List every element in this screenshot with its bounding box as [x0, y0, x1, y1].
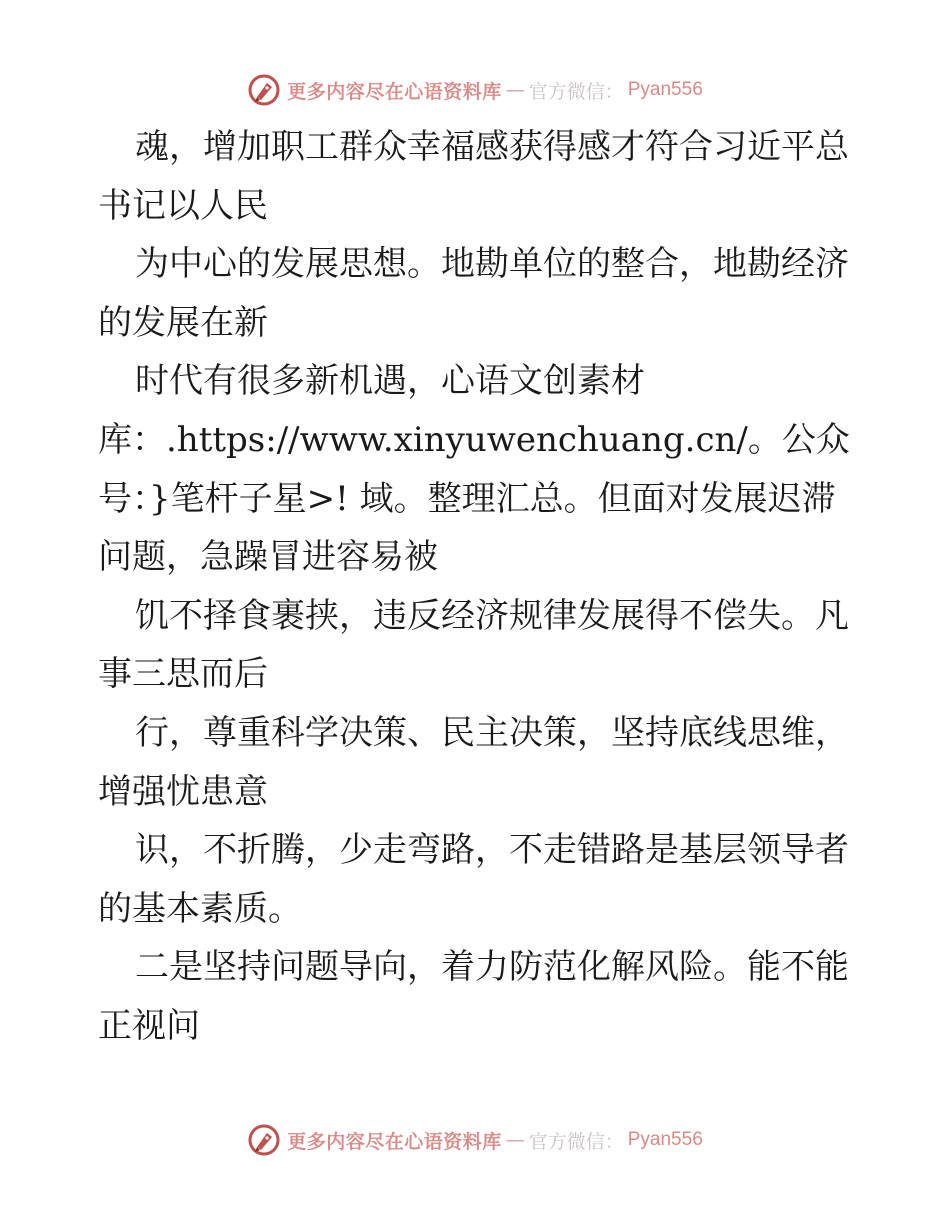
- document-body: [98, 118, 858, 1056]
- pen-nib-logo-icon: [247, 1123, 281, 1157]
- pen-nib-logo-icon: [247, 73, 281, 107]
- text-line: 为中心的发展思想。地勘单位的整合，地勘经济: [135, 244, 849, 285]
- text-line: 二是坚持问题导向，着力防范化解风险。能不能: [135, 947, 849, 988]
- text-line: 书记以人民: [98, 185, 268, 226]
- text-line: 的基本素质。: [98, 888, 302, 929]
- text-line: 事三思而后: [98, 654, 268, 695]
- text-line: 增强忧患意: [98, 771, 268, 812]
- footer-banner: [0, 1120, 950, 1160]
- text-line: 识，不折腾，少走弯路，不走错路是基层领导者: [135, 830, 849, 871]
- text-line: 问题，急躁冒进容易被: [98, 537, 438, 578]
- text-line: 时代有很多新机遇，心语文创素材: [135, 361, 645, 402]
- text-line: 魂，增加职工群众幸福感获得感才符合习近平总: [135, 127, 849, 167]
- footer-wechat-label: 官方微信：: [528, 1130, 624, 1153]
- header-banner: [0, 70, 950, 110]
- header-separator: —: [505, 79, 525, 101]
- text-line: 饥不择食裹挟，违反经济规律发展得不偿失。凡: [135, 595, 849, 636]
- header-wechat-label: 官方微信：: [528, 80, 624, 103]
- text-line: 正视问: [98, 1005, 200, 1046]
- text-line: 行，尊重科学决策、民主决策，坚持底线思维，: [135, 712, 849, 753]
- text-line: 库：.https://www.xinyuwenchuang.cn/。公众: [98, 419, 850, 460]
- text-line: 号：}笔杆子星>! 域。整理汇总。但面对发展迟滞: [98, 478, 836, 519]
- footer-wechat-id: Pyan556: [627, 1129, 703, 1150]
- footer-separator: —: [505, 1129, 525, 1151]
- text-line: 的发展在新: [98, 302, 268, 343]
- header-site-text: 更多内容尽在心语资料库: [287, 80, 502, 103]
- footer-site-text: 更多内容尽在心语资料库: [287, 1130, 502, 1153]
- header-wechat-id: Pyan556: [627, 79, 703, 100]
